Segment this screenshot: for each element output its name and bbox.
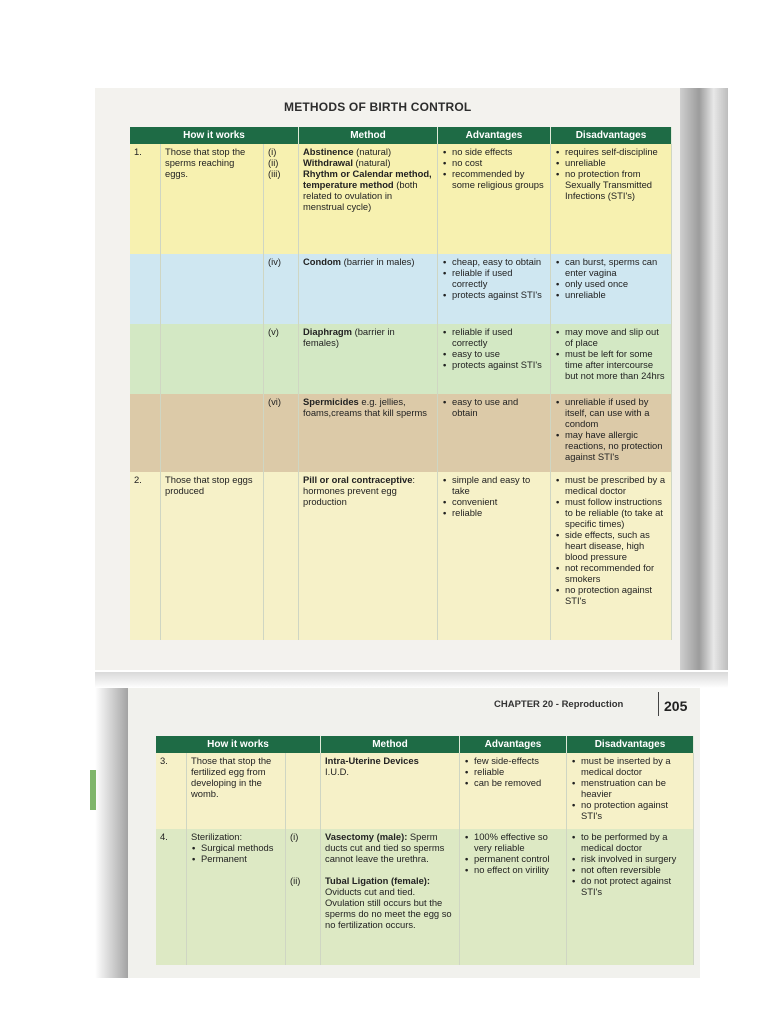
- list-item: • no side effects: [452, 146, 546, 157]
- list-item: • side effects, such as heart disease, high blood pressure: [565, 529, 667, 562]
- side-tab-marker: [90, 770, 96, 810]
- list-item: • requires self-discipline: [565, 146, 667, 157]
- table-row: [130, 394, 672, 472]
- list-item: • Surgical methods: [201, 842, 281, 853]
- advantages-cell: [438, 324, 551, 394]
- list-item: • reliable if used correctly: [452, 326, 546, 348]
- table-header-row: [156, 736, 694, 753]
- list-item: • must follow instructions to be reliable (to take at specific times): [565, 496, 667, 529]
- list-item: • no protection from Sexually Transmitted Infections (STI's): [565, 168, 667, 201]
- page-number: 205: [664, 698, 688, 714]
- birth-control-table-1: [130, 127, 672, 640]
- header-divider: [658, 692, 659, 716]
- header-disadvantages: Disadvantages: [551, 127, 672, 144]
- advantages-cell: [438, 254, 551, 324]
- list-item: • protects against STI's: [452, 359, 546, 370]
- header-advantages: Advantages: [438, 127, 551, 144]
- header-how-it-works: How it works: [156, 736, 321, 753]
- advantages-cell: [438, 394, 551, 472]
- disadvantages-cell: [551, 472, 672, 640]
- method-cell: Vasectomy (male): Sperm ducts cut and tied so sperms cannot leave the urethra. Tubal Ligation (female): Oviducts cut and tied. Ovulation still occurs but the sperms do no meet the egg so no fertilization occurs.: [321, 829, 460, 965]
- book-spine-shadow: [95, 672, 728, 688]
- list-item: • must be inserted by a medical doctor: [581, 755, 689, 777]
- list-item: • no effect on virility: [474, 864, 562, 875]
- list-item: • few side-effects: [474, 755, 562, 766]
- table-row: [156, 829, 694, 965]
- page-curl-right: [680, 88, 728, 670]
- disadvantages-cell: [551, 324, 672, 394]
- list-item: • must be left for some time after intercourse but not more than 24hrs: [565, 348, 667, 381]
- roman-numeral: (vi): [264, 394, 299, 472]
- list-item: • do not protect against STI's: [581, 875, 689, 897]
- chapter-header: CHAPTER 20 - Reproduction: [494, 699, 624, 710]
- table-row: [130, 472, 672, 640]
- list-item: • can burst, sperms can enter vagina: [565, 256, 667, 278]
- header-method: Method: [321, 736, 460, 753]
- table-row: [130, 144, 672, 254]
- list-item: • no protection against STI's: [581, 799, 689, 821]
- method-cell: Pill or oral contraceptive: hormones prevent egg production: [299, 472, 438, 640]
- list-item: • 100% effective so very reliable: [474, 831, 562, 853]
- roman-numeral: (iv): [264, 254, 299, 324]
- list-item: • easy to use and obtain: [452, 396, 546, 418]
- list-item: • simple and easy to take: [452, 474, 546, 496]
- table-row: [130, 324, 672, 394]
- list-item: • unreliable: [565, 157, 667, 168]
- header-how-it-works: How it works: [130, 127, 299, 144]
- list-item: • easy to use: [452, 348, 546, 359]
- how-it-works-cell: Sterilization: • Surgical methods • Permanent: [187, 829, 286, 965]
- row-number: 3.: [156, 753, 187, 829]
- advantages-cell: [460, 753, 567, 829]
- method-cell: Abstinence (natural) Withdrawal (natural) Rhythm or Calendar method, temperature method (both related to ovulation in menstrual cycle): [299, 144, 438, 254]
- advantages-cell: [438, 472, 551, 640]
- how-it-works-cell: Those that stop eggs produced: [161, 472, 264, 640]
- disadvantages-cell: [567, 753, 694, 829]
- list-item: • not often reversible: [581, 864, 689, 875]
- header-disadvantages: Disadvantages: [567, 736, 694, 753]
- method-cell: Diaphragm (barrier in females): [299, 324, 438, 394]
- disadvantages-cell: [551, 144, 672, 254]
- roman-numeral: (v): [264, 324, 299, 394]
- roman-numerals: (i) (ii) (iii): [264, 144, 299, 254]
- list-item: • may have allergic reactions, no protection against STI's: [565, 429, 667, 462]
- disadvantages-cell: [567, 829, 694, 965]
- list-item: • permanent control: [474, 853, 562, 864]
- list-item: • reliable: [452, 507, 546, 518]
- row-number: 4.: [156, 829, 187, 965]
- how-it-works-cell: Those that stop the sperms reaching eggs.: [161, 144, 264, 254]
- list-item: • no cost: [452, 157, 546, 168]
- row-number: 2.: [130, 472, 161, 640]
- list-item: • reliable: [474, 766, 562, 777]
- header-method: Method: [299, 127, 438, 144]
- list-item: • recommended by some religious groups: [452, 168, 546, 190]
- method-cell: Condom (barrier in males): [299, 254, 438, 324]
- method-cell: Intra-Uterine Devices I.U.D.: [321, 753, 460, 829]
- list-item: • to be performed by a medical doctor: [581, 831, 689, 853]
- list-item: • unreliable if used by itself, can use with a condom: [565, 396, 667, 429]
- list-item: • not recommended for smokers: [565, 562, 667, 584]
- list-item: • protects against STI's: [452, 289, 546, 300]
- list-item: • risk involved in surgery: [581, 853, 689, 864]
- list-item: • may move and slip out of place: [565, 326, 667, 348]
- list-item: • only used once: [565, 278, 667, 289]
- row-number: 1.: [130, 144, 161, 254]
- list-item: • cheap, easy to obtain: [452, 256, 546, 267]
- list-item: • unreliable: [565, 289, 667, 300]
- list-item: • can be removed: [474, 777, 562, 788]
- page-title: METHODS OF BIRTH CONTROL: [284, 100, 472, 114]
- list-item: • menstruation can be heavier: [581, 777, 689, 799]
- list-item: • convenient: [452, 496, 546, 507]
- header-advantages: Advantages: [460, 736, 567, 753]
- disadvantages-cell: [551, 254, 672, 324]
- advantages-cell: [460, 829, 567, 965]
- table-header-row: [130, 127, 672, 144]
- list-item: • no protection against STI's: [565, 584, 667, 606]
- table-row: [156, 753, 694, 829]
- disadvantages-cell: [551, 394, 672, 472]
- table-row: [130, 254, 672, 324]
- how-it-works-cell: Those that stop the fertilized egg from developing in the womb.: [187, 753, 286, 829]
- roman-numerals: (i) (ii): [286, 829, 321, 965]
- list-item: • Permanent: [201, 853, 281, 864]
- birth-control-table-2: [156, 736, 694, 965]
- list-item: • must be prescribed by a medical doctor: [565, 474, 667, 496]
- method-cell: Spermicides e.g. jellies, foams,creams that kill sperms: [299, 394, 438, 472]
- list-item: • reliable if used correctly: [452, 267, 546, 289]
- advantages-cell: [438, 144, 551, 254]
